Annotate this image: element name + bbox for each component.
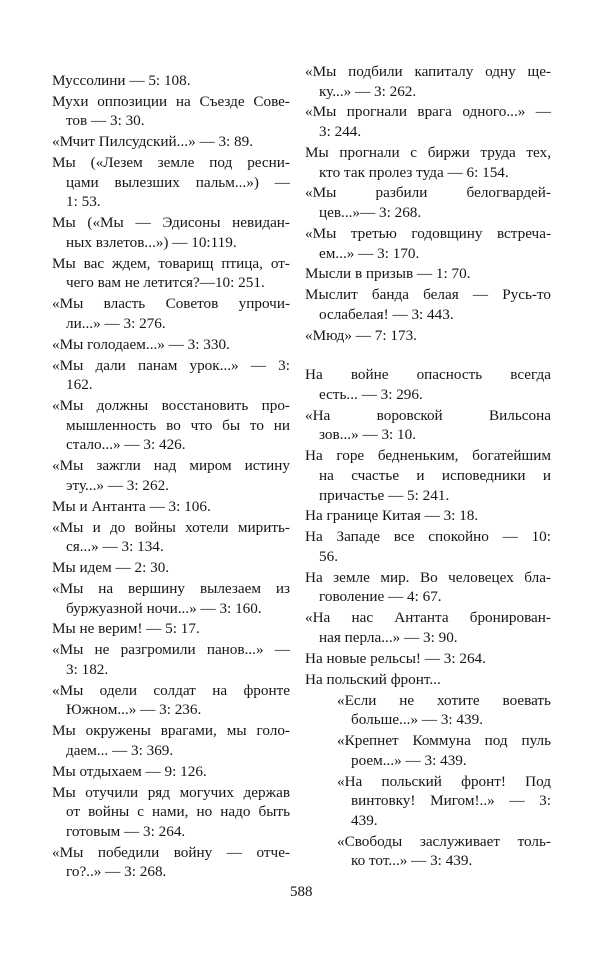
index-entry bbox=[52, 518, 290, 557]
index-entry-line: ку...» — 3: 262. bbox=[319, 82, 417, 100]
index-column-left bbox=[52, 71, 290, 883]
index-subentry bbox=[337, 731, 551, 770]
index-entry-line: Мыслит банда белая — Русь-то bbox=[305, 286, 551, 304]
index-entry-line: «Свободы заслуживает толь- bbox=[337, 832, 551, 850]
index-entry-line: «Мы разбили белогвардей- bbox=[305, 184, 551, 202]
index-entry-line: ся...» — 3: 134. bbox=[66, 538, 164, 556]
index-entry-line: чего вам не летится?—10: 251. bbox=[66, 274, 265, 292]
index-entry bbox=[305, 326, 551, 346]
index-entry-line: ослабелая! — 3: 443. bbox=[319, 305, 454, 323]
index-entry-line: стало...» — 3: 426. bbox=[66, 436, 186, 454]
index-entry bbox=[52, 681, 290, 720]
index-entry-line: цами вылезших пальм...») — bbox=[66, 173, 290, 191]
index-entry-line: «Мюд» — 7: 173. bbox=[305, 326, 417, 344]
index-entry-line: «Мы не разгромили панов...» — bbox=[52, 641, 290, 659]
index-column-right bbox=[305, 62, 551, 872]
index-entry-line: роем...» — 3: 439. bbox=[351, 751, 467, 769]
index-entry-line: Мы («Лезем земле под ресни- bbox=[52, 154, 290, 172]
index-entry-line: Мысли в призыв — 1: 70. bbox=[305, 265, 471, 283]
index-entry bbox=[305, 264, 551, 284]
index-entry bbox=[305, 406, 551, 445]
index-entry-line: На Западе все спокойно — 10: bbox=[305, 528, 551, 546]
index-entry-line: Мы идем — 2: 30. bbox=[52, 559, 170, 577]
index-entry-line: Мы и Антанта — 3: 106. bbox=[52, 497, 211, 515]
page-number: 588 bbox=[290, 884, 313, 900]
index-entry bbox=[52, 497, 290, 517]
index-entry bbox=[305, 102, 551, 141]
index-entry-line: зов...» — 3: 10. bbox=[319, 426, 417, 444]
index-entry bbox=[52, 843, 290, 882]
index-entry-line: Мы вас ждем, товарищ птица, от- bbox=[52, 254, 290, 272]
index-entry-line: «Мы должны восстановить про- bbox=[52, 397, 290, 415]
index-entry-line: от войны с нами, но надо быть bbox=[66, 803, 290, 821]
index-entry bbox=[52, 92, 290, 131]
index-entry bbox=[305, 224, 551, 263]
index-subentry bbox=[337, 832, 551, 871]
index-entry-line: «Мы победили войну — отче- bbox=[52, 843, 290, 861]
index-entry bbox=[52, 558, 290, 578]
index-entry bbox=[305, 649, 551, 669]
index-entry-line: 162. bbox=[66, 376, 93, 394]
index-entry bbox=[52, 71, 290, 91]
index-entry-line: причастье — 5: 241. bbox=[319, 486, 450, 504]
index-entry-line: 1: 53. bbox=[66, 193, 101, 211]
index-entry-line: Муссолини — 5: 108. bbox=[52, 72, 191, 89]
index-entry bbox=[52, 294, 290, 333]
index-subentry bbox=[337, 691, 551, 730]
index-entry bbox=[52, 356, 290, 395]
index-entry-line: ли...» — 3: 276. bbox=[66, 314, 166, 332]
index-entry-line: «Мчит Пилсудский...» — 3: 89. bbox=[52, 133, 254, 151]
index-entry bbox=[52, 619, 290, 639]
index-entry-line: го?..» — 3: 268. bbox=[66, 863, 167, 881]
index-entry bbox=[305, 365, 551, 404]
index-entry-line: «На воровской Вильсона bbox=[305, 406, 551, 424]
index-entry-line: 56. bbox=[319, 547, 338, 565]
index-entry bbox=[305, 608, 551, 647]
index-entry-line: ная перла...» — 3: 90. bbox=[319, 628, 458, 646]
index-entry-line: ко тот...» — 3: 439. bbox=[351, 852, 473, 870]
index-entry bbox=[52, 579, 290, 618]
index-entry-line: «Мы и до войны хотели мирить- bbox=[52, 518, 290, 536]
index-entry-line: Мы отучили ряд могучих держав bbox=[52, 783, 290, 801]
index-entry-line: «Мы зажгли над миром истину bbox=[52, 457, 290, 475]
index-entry-line: Мы окружены врагами, мы голо- bbox=[52, 722, 290, 740]
index-entry-line: говоление — 4: 67. bbox=[319, 588, 442, 606]
index-entry-line: тов — 3: 30. bbox=[66, 112, 145, 130]
index-entry-line: «На польский фронт! Под bbox=[337, 772, 551, 790]
index-entry bbox=[305, 527, 551, 566]
index-entry bbox=[305, 446, 551, 505]
index-entry-line: «Мы подбили капиталу одну ще- bbox=[305, 63, 551, 80]
index-entry-line: Мы («Мы — Эдисоны невидан- bbox=[52, 214, 290, 232]
index-entry-line: На границе Китая — 3: 18. bbox=[305, 507, 479, 525]
index-entry-line: кто так пролез туда — 6: 154. bbox=[319, 163, 509, 181]
index-entry-line: больше...» — 3: 439. bbox=[351, 711, 484, 729]
index-entry bbox=[52, 254, 290, 293]
index-entry-line: Мухи оппозиции на Съезде Сове- bbox=[52, 92, 290, 110]
index-subentry bbox=[337, 772, 551, 831]
index-entry bbox=[52, 132, 290, 152]
index-entry bbox=[305, 670, 551, 690]
index-entry-line: «Мы третью годовщину встреча- bbox=[305, 224, 551, 242]
index-entry-line: «Мы власть Советов упрочи- bbox=[52, 295, 290, 313]
index-entry-line: «Мы прогнали врага одного...» — bbox=[305, 103, 551, 121]
index-entry-line: есть... — 3: 296. bbox=[319, 385, 423, 403]
index-entry-line: «Если не хотите воевать bbox=[337, 691, 551, 709]
index-entry-line: Южном...» — 3: 236. bbox=[66, 701, 202, 719]
index-entry-line: «На нас Антанта бронирован- bbox=[305, 609, 551, 627]
index-entry-line: на счастье и исповедники и bbox=[319, 466, 551, 484]
index-entry bbox=[52, 213, 290, 252]
index-entry-line: «Мы дали панам урок...» — 3: bbox=[52, 356, 290, 374]
index-entry-line: ных взлетов...») — 10:119. bbox=[66, 233, 237, 251]
index-entry-line: На земле мир. Во человецех бла- bbox=[305, 568, 551, 586]
index-entry bbox=[52, 153, 290, 212]
index-entry bbox=[305, 285, 551, 324]
index-entry-line: винтовку! Мигом!..» — 3: bbox=[351, 792, 551, 810]
index-entry-line: ем...» — 3: 170. bbox=[319, 244, 420, 262]
index-entry-line: 439. bbox=[351, 811, 378, 829]
index-entry bbox=[52, 396, 290, 455]
index-entry-line: «Мы голодаем...» — 3: 330. bbox=[52, 335, 230, 353]
index-entry bbox=[305, 568, 551, 607]
index-entry-line: Мы прогнали с биржи труда тех, bbox=[305, 143, 551, 161]
index-entry bbox=[52, 762, 290, 782]
index-entry-line: эту...» — 3: 262. bbox=[66, 476, 169, 494]
index-entry bbox=[52, 721, 290, 760]
index-entry-line: Мы отдыхаем — 9: 126. bbox=[52, 762, 207, 780]
index-entry-line: 3: 182. bbox=[66, 660, 109, 678]
index-entry-line: цев...»— 3: 268. bbox=[319, 204, 422, 222]
index-entry bbox=[52, 335, 290, 355]
index-entry-line: буржуазной ночи...» — 3: 160. bbox=[66, 599, 262, 617]
index-entry-line: «Мы на вершину вылезаем из bbox=[52, 580, 290, 597]
index-entry-line: готовым — 3: 264. bbox=[66, 822, 186, 840]
index-entry-line: На горе бедненьким, богатейшим bbox=[305, 447, 551, 465]
index-entry bbox=[52, 456, 290, 495]
index-entry bbox=[305, 143, 551, 182]
index-entry-line: На польский фронт... bbox=[305, 670, 441, 688]
index-entry bbox=[305, 506, 551, 526]
index-entry bbox=[305, 62, 551, 101]
index-entry bbox=[52, 783, 290, 842]
index-entry-line: На войне опасность всегда bbox=[305, 366, 551, 384]
index-entry-line: даем... — 3: 369. bbox=[66, 741, 174, 759]
index-entry-line: Мы не верим! — 5: 17. bbox=[52, 620, 200, 638]
index-entry-line: На новые рельсы! — 3: 264. bbox=[305, 649, 486, 667]
index-entry-line: «Мы одели солдат на фронте bbox=[52, 681, 290, 699]
index-entry bbox=[305, 183, 551, 222]
index-entry bbox=[52, 640, 290, 679]
index-entry-line: 3: 244. bbox=[319, 123, 362, 141]
index-entry-line: «Крепнет Коммуна под пуль bbox=[337, 732, 551, 750]
index-entry-line: мышленность во что бы то ни bbox=[66, 416, 290, 434]
